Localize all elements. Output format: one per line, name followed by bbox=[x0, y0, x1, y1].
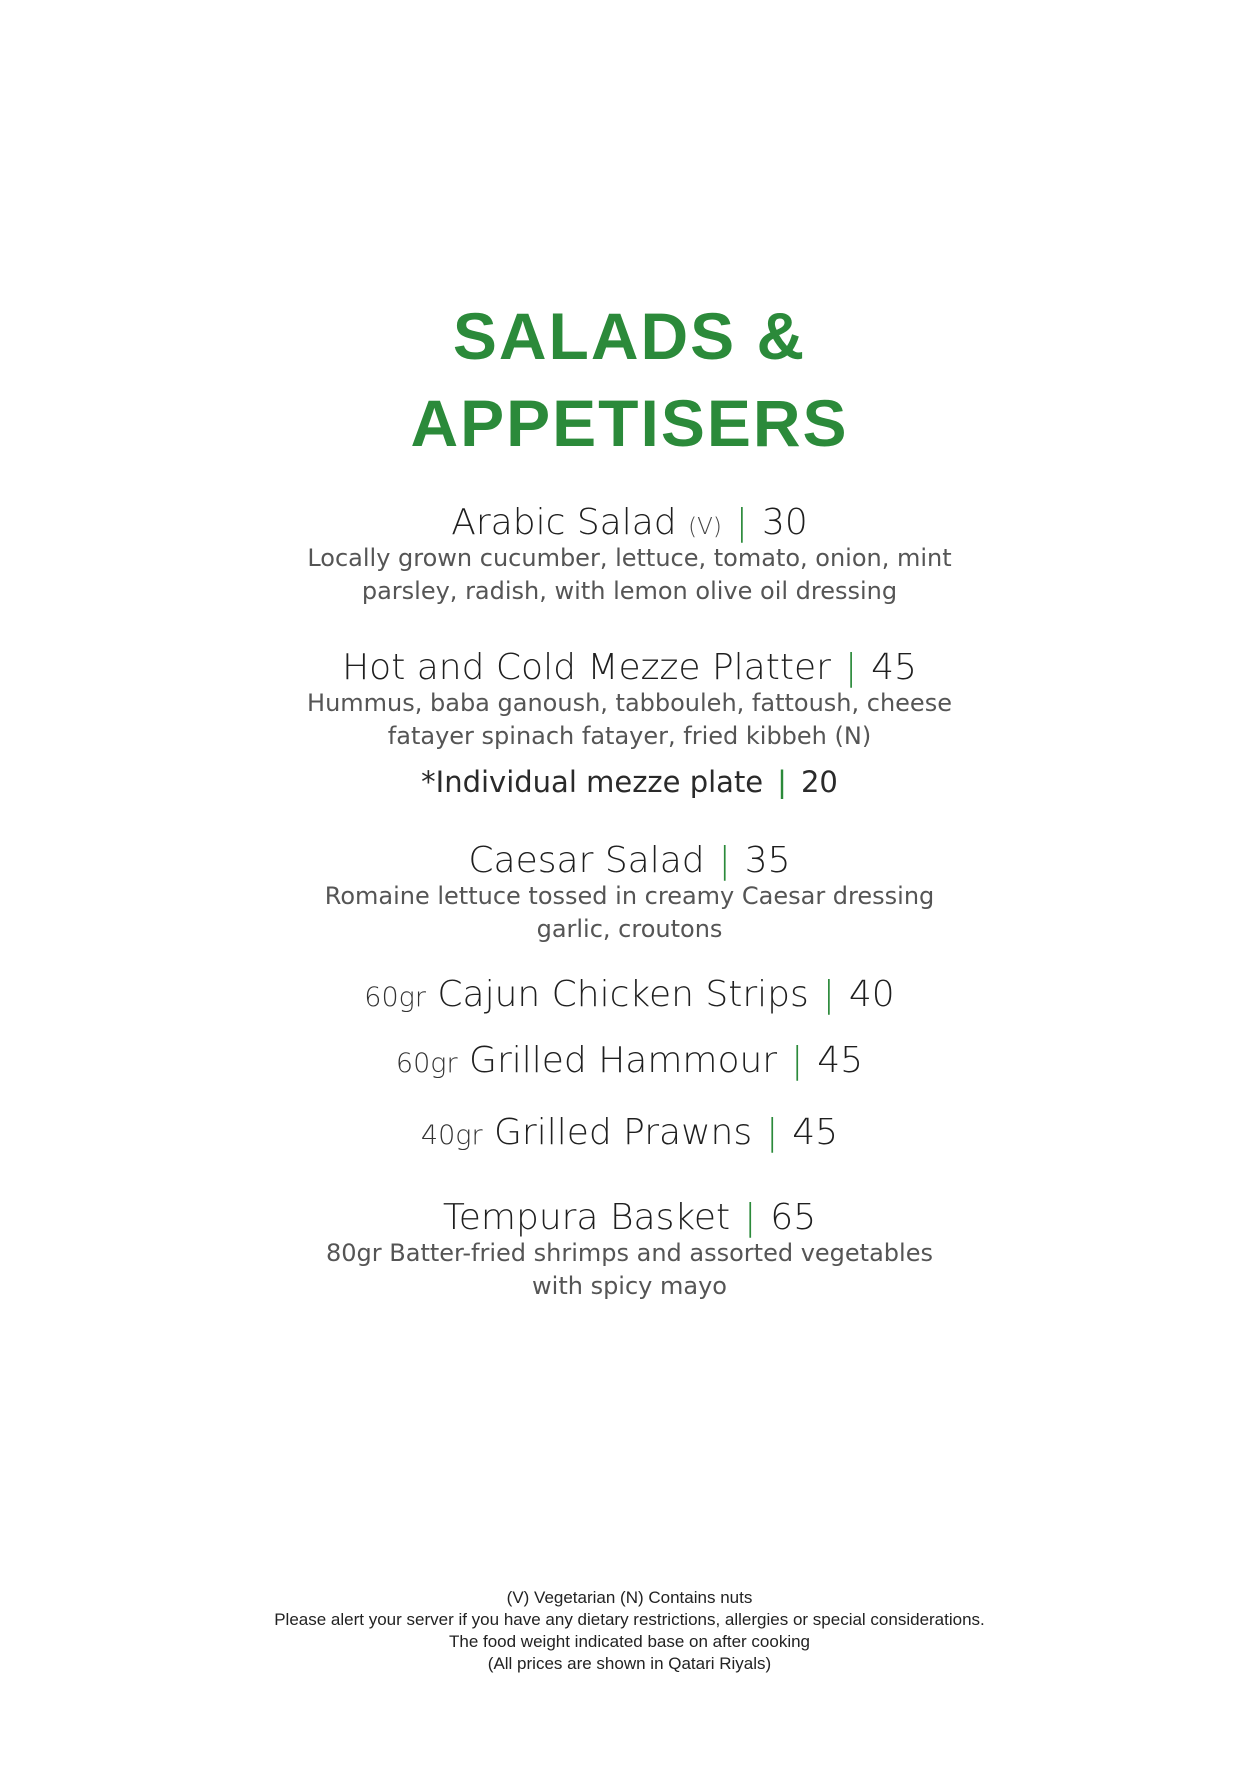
price-separator: | bbox=[718, 840, 731, 881]
item-price: 45 bbox=[792, 1112, 839, 1153]
item-weight: 60gr bbox=[364, 982, 426, 1013]
page-title-line-1: SALADS & bbox=[452, 299, 807, 373]
price-separator: | bbox=[766, 1112, 779, 1153]
footer-notes bbox=[0, 1587, 1259, 1675]
item-price: 45 bbox=[871, 647, 917, 688]
menu-subitem-individual-mezze bbox=[0, 765, 1259, 799]
footer-line: (V) Vegetarian (N) Contains nuts bbox=[506, 1588, 753, 1607]
item-price: 45 bbox=[817, 1040, 864, 1081]
price-separator: | bbox=[735, 502, 748, 543]
description-line: Hummus, baba ganoush, tabbouleh, fattoush, cheese bbox=[307, 689, 952, 717]
item-price: 65 bbox=[770, 1197, 817, 1238]
item-price: 30 bbox=[761, 502, 808, 543]
item-name: Tempura Basket bbox=[442, 1197, 731, 1238]
menu-item-grilled-prawns bbox=[0, 1112, 1259, 1153]
item-name: Grilled Hammour bbox=[469, 1040, 778, 1081]
price-separator: | bbox=[744, 1197, 757, 1238]
footer-line: The food weight indicated base on after cooking bbox=[448, 1632, 811, 1651]
item-price: 35 bbox=[744, 840, 791, 881]
vegetarian-tag: (V) bbox=[688, 514, 722, 540]
description-line: Locally grown cucumber, lettuce, tomato, onion, mint bbox=[307, 544, 952, 572]
item-description bbox=[0, 1237, 1259, 1303]
menu-item-cajun-chicken-strips bbox=[0, 974, 1259, 1015]
price-separator: | bbox=[844, 647, 858, 688]
item-name: Arabic Salad bbox=[451, 502, 677, 543]
item-description bbox=[0, 880, 1259, 946]
footer-line: Please alert your server if you have any dietary restrictions, allergies or special considerations. bbox=[274, 1610, 985, 1629]
subitem-price: 20 bbox=[800, 765, 838, 799]
menu-item-arabic-salad bbox=[0, 502, 1259, 543]
description-line: with spicy mayo bbox=[532, 1272, 727, 1300]
footer-line: (All prices are shown in Qatari Riyals) bbox=[487, 1654, 772, 1673]
subitem-name: *Individual mezze plate bbox=[421, 765, 764, 799]
menu-item-tempura-basket bbox=[0, 1197, 1259, 1238]
item-price: 40 bbox=[848, 974, 895, 1015]
page-title-line-2: APPETISERS bbox=[410, 386, 849, 460]
description-line: garlic, croutons bbox=[536, 915, 723, 943]
description-line: 80gr Batter-fried shrimps and assorted vegetables bbox=[326, 1239, 933, 1267]
item-name: Grilled Prawns bbox=[494, 1112, 753, 1153]
menu-item-grilled-hammour bbox=[0, 1040, 1259, 1081]
description-line: parsley, radish, with lemon olive oil dressing bbox=[361, 577, 898, 605]
menu-item-caesar-salad bbox=[0, 840, 1259, 881]
description-line: fatayer spinach fatayer, fried kibbeh (N) bbox=[387, 722, 872, 750]
price-separator: | bbox=[791, 1040, 804, 1081]
price-separator: | bbox=[822, 974, 835, 1015]
description-line: Romaine lettuce tossed in creamy Caesar dressing bbox=[324, 882, 935, 910]
item-name: Hot and Cold Mezze Platter bbox=[342, 647, 831, 688]
item-description bbox=[0, 687, 1259, 753]
item-name: Cajun Chicken Strips bbox=[437, 974, 809, 1015]
item-weight: 40gr bbox=[420, 1120, 483, 1151]
item-weight: 60gr bbox=[395, 1048, 458, 1079]
item-name: Caesar Salad bbox=[468, 840, 705, 881]
price-separator: | bbox=[777, 765, 787, 799]
item-description bbox=[0, 542, 1259, 608]
menu-item-mezze-platter bbox=[0, 647, 1259, 688]
